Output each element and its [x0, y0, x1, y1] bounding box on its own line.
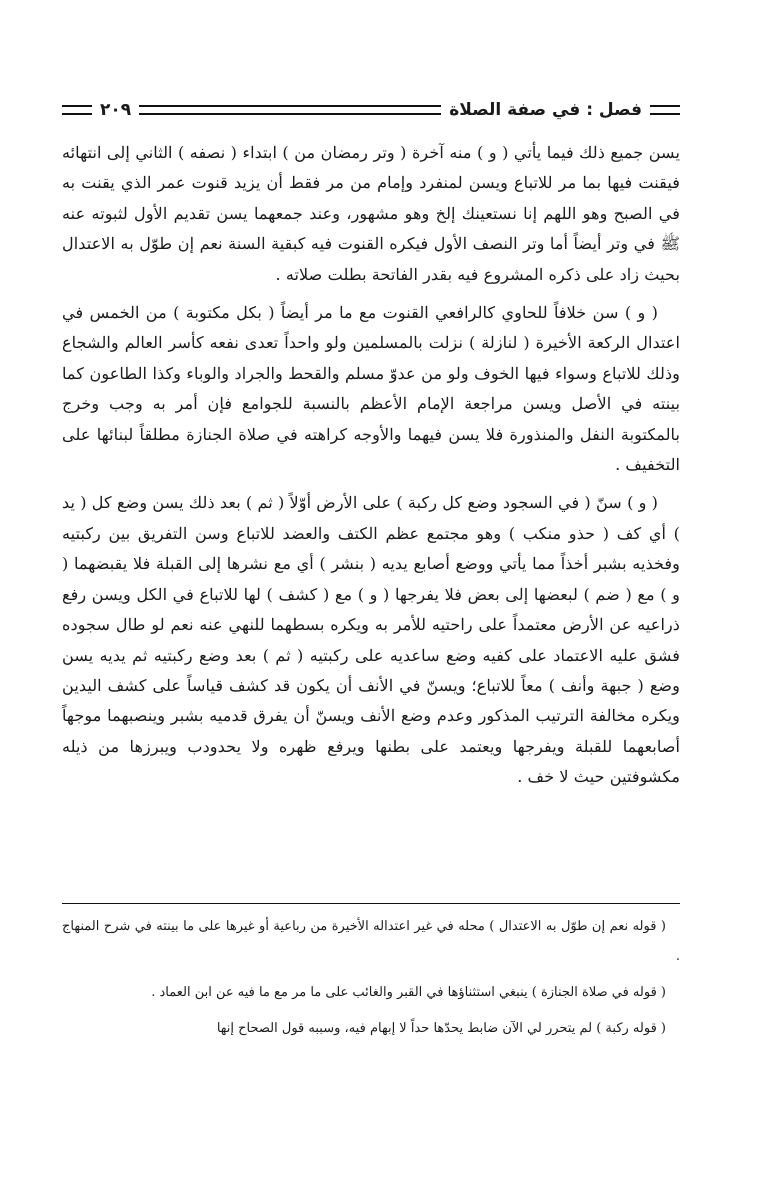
page-number: ٢٠٩ — [100, 100, 132, 120]
paragraph-2: ( و ) سن خلافاً للحاوي كالرافعي القنوت مع ما مر أيضاً ( بكل مكتوبة ) من الخمس في اعتدال الركعة الأخيرة ( لنازلة ) نزلت بالمسلمين ولو واحداً تعدى نفعه كأسر العالم والشجاع وذلك للاتباع وسواء فيها الخوف ولو من عدوّ مسلم والقحط والجراد والوباء وكذا الطاعون كما بينته في الأصل ويسن مراجعة الإمام الأعظم بالنسبة للجوامع فإن أمر به وجب وخرج بالمكتوبة النفل والمنذورة فلا يسن فيهما والأوجه كراهته في صلاة الجنازة مطلقاً لبنائها على التخفيف . — [62, 303, 680, 475]
running-header — [62, 96, 680, 124]
paragraph-3: ( و ) سنّ ( في السجود وضع كل ركبة ) على الأرض أوّلاً ( ثم ) بعد ذلك يسن وضع كل ( يد ) أي كف ( حذو منكب ) وهو مجتمع عظم الكتف والعضد للاتباع وسن التفريق بين ركبتيه وفخذيه بشبر أخذاً مما يأتي ووضع أصابع يديه ( بنشر ) أي مع نشرها إلى القبلة فلا يقبضهما ( و ) مع ( ضم ) لبعضها إلى بعض فلا يفرجها ( و ) مع ( كشف ) لها للاتباع في الكل ويسن رفع ذراعيه عن الأرض معتمداً على راحتيه للأمر به ويكره بسطهما للنهي عنه نعم لو طال سجوده فشق عليه الاعتماد على كفيه وضع ساعديه على ركبتيه ( ثم ) بعد وضع ركبتيه ثم يديه يسن وضع ( جبهة وأنف ) معاً للاتباع؛ ويسنّ في الأنف أن يكون قد كشف قياساً على كشف اليدين ويكره مخالفة الترتيب المذكور وعدم وضع الأنف ويسنّ أن يفرق قدميه بشبر وينصبهما موجهاً أصابعهما للقبلة ويفرجها ويعتمد على بطنها ويرفع ظهره ولا يحدودب ويبرزها من ذيله مكشوفتين حيث لا خف . — [62, 493, 680, 787]
footnote-2: ( قوله في صلاة الجنازة ) ينبغي استثناؤها في القبر والغائب على ما مر مع ما فيه عن ابن العماد . — [151, 985, 666, 1000]
footnote-1: ( قوله نعم إن طوّل به الاعتدال ) محله في غير اعتداله الأخيرة من رباعية أو غيرها على ما بينته في شرح المنهاج . — [62, 919, 680, 964]
header-rule-right — [650, 105, 680, 115]
header-rule-middle — [139, 105, 441, 115]
footnotes — [62, 912, 680, 1050]
header-rule-left — [62, 105, 92, 115]
main-text — [62, 138, 680, 801]
footnote-separator — [62, 903, 680, 904]
paragraph-1: يسن جميع ذلك فيما يأتي ( و ) منه آخرة ( وتر رمضان من ) ابتداء ( نصفه ) الثاني إلى انتهائه فيقنت فيها بما مر للاتباع ويسن لمنفرد وإمام من مر فقط أن يزيد قنوت عمر الذي يقنت به في الصبح وهو اللهم إنا نستعينك إلخ وهو مشهور، وعند جمعهما يسن تقديم الأول لثبوته عنه ﷺ في وتر أيضاً أما وتر النصف الأول فيكره القنوت فيه كبقية السنة نعم إن طوّل به الاعتدال بحيث زاد على ذكره المشروع فيه بقدر الفاتحة بطلت صلاته . — [62, 143, 680, 284]
chapter-title: فصل : في صفة الصلاة — [449, 100, 642, 120]
footnote-3: ( قوله ركبة ) لم يتحرر لي الآن ضابط يحدّها حداً لا إبهام فيه، وسببه قول الصحاح إنها — [216, 1021, 666, 1036]
